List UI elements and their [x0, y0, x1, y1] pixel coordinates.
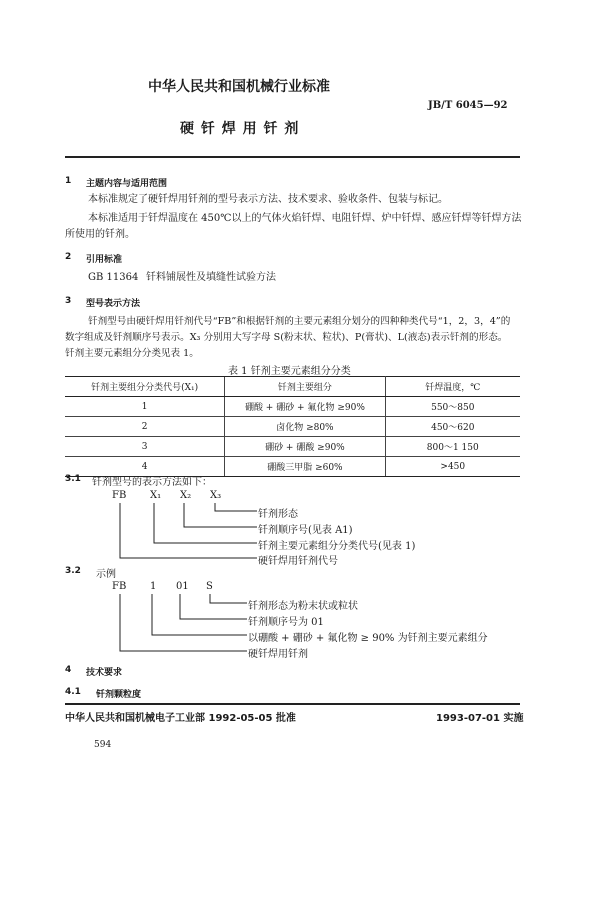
- section-1-title: 主题内容与适用范围: [86, 179, 168, 189]
- section-2-number: 2: [65, 252, 72, 262]
- section-1-para-2-line-1: 本标准适用于钎焊温度在 450℃以上的气体火焰钎焊、电阻钎焊、炉中钎焊、感应钎焊等钎焊方法: [88, 213, 522, 224]
- table-cell: 450～620: [385, 417, 520, 437]
- example-label-composition: 以硼酸 + 硼砂 + 氟化物 ≥ 90% 为钎剂主要元素组分: [248, 633, 488, 644]
- label-form: 钎剂形态: [258, 509, 298, 520]
- subsection-4-1-number: 4.1: [65, 687, 81, 697]
- table-cell: 硼酸三甲脂 ≥60%: [225, 457, 385, 477]
- example-label-flux: 硬钎焊用钎剂: [248, 649, 308, 660]
- ref-standard-code: GB 11364: [88, 272, 139, 283]
- example-label-sequence: 钎剂顺序号为 01: [248, 617, 324, 628]
- section-4-title: 技术要求: [86, 668, 123, 678]
- effective-date: 1993-07-01 实施: [436, 713, 524, 724]
- section-1-para-2-line-2: 所使用的钎剂。: [65, 229, 135, 240]
- table-cell: 卤化物 ≥80%: [225, 417, 385, 437]
- code-fb: FB: [112, 490, 127, 501]
- standard-number: JB/T 6045—92: [428, 100, 508, 111]
- section-3-para-line-3: 钎剂主要元素组分分类见表 1。: [65, 348, 199, 359]
- issuer-line: 中华人民共和国机械电子工业部 1992-05-05 批准: [65, 713, 296, 724]
- org-title: 中华人民共和国机械行业标准: [148, 79, 330, 95]
- example-code-fb: FB: [112, 581, 127, 592]
- example-label-form: 钎剂形态为粉末状或粒状: [248, 601, 358, 612]
- example-code-s: S: [206, 581, 213, 592]
- label-sequence: 钎剂顺序号(见表 A1): [258, 525, 353, 536]
- subsection-3-1-number: 3.1: [65, 474, 81, 484]
- table-header-cell: 钎焊温度，℃: [385, 377, 520, 397]
- code-x1: X₁: [150, 490, 162, 501]
- section-2-title: 引用标准: [86, 255, 123, 265]
- table-cell: 硼砂 + 硼酸 ≥90%: [225, 437, 385, 457]
- subsection-3-2-number: 3.2: [65, 566, 81, 576]
- section-3-para-line-1: 钎剂型号由硬钎焊用钎剂代号“FB”和根据钎剂的主要元素组分划分的四种种类代号“1，2，3，4”的: [88, 316, 511, 327]
- code-x3: X₃: [210, 490, 222, 501]
- section-1-number: 1: [65, 176, 72, 186]
- code-x2: X₂: [180, 490, 192, 501]
- table-cell: 4: [65, 457, 225, 477]
- example-code-01: 01: [176, 581, 189, 592]
- table-cell: 2: [65, 417, 225, 437]
- subsection-4-1-title: 钎剂颗粒度: [96, 690, 142, 700]
- table-1-caption: 表 1 钎剂主要元素组分分类: [228, 366, 351, 377]
- table-header-cell: 钎剂主要组分分类代号(X₁): [65, 377, 225, 397]
- table-cell: 550～850: [385, 397, 520, 417]
- table-cell: 1: [65, 397, 225, 417]
- example-code-1: 1: [150, 581, 157, 592]
- table-cell: 3: [65, 437, 225, 457]
- table-cell: 硼酸 + 硼砂 + 氟化物 ≥90%: [225, 397, 385, 417]
- label-flux-code: 硬钎焊用钎剂代号: [258, 556, 338, 567]
- doc-title: 硬 钎 焊 用 钎 剂: [180, 121, 300, 137]
- section-1-para-1: 本标准规定了硬钎焊用钎剂的型号表示方法、技术要求、验收条件、包装与标记。: [88, 194, 448, 205]
- section-3-para-line-2: 数字组成及钎剂顺序号表示。X₃ 分别用大写字母 S(粉末状、粒状)、P(膏状)、L(液态)表示钎剂的形态。: [65, 332, 508, 343]
- footer-rule: [65, 703, 520, 705]
- section-3-number: 3: [65, 296, 72, 306]
- ref-standard-title: 钎料铺展性及填缝性试验方法: [146, 272, 276, 283]
- table-header-cell: 钎剂主要组分: [225, 377, 385, 397]
- table-cell: 800～1 150: [385, 437, 520, 457]
- page-number: 594: [94, 740, 112, 750]
- section-3-title: 型号表示方法: [86, 299, 141, 309]
- section-4-number: 4: [65, 665, 72, 675]
- table-cell: >450: [385, 457, 520, 477]
- label-classification: 钎剂主要元素组分分类代号(见表 1): [258, 541, 416, 552]
- subsection-3-2-title: 示例: [96, 569, 116, 580]
- subsection-3-1-title: 钎剂型号的表示方法如下：: [92, 477, 212, 488]
